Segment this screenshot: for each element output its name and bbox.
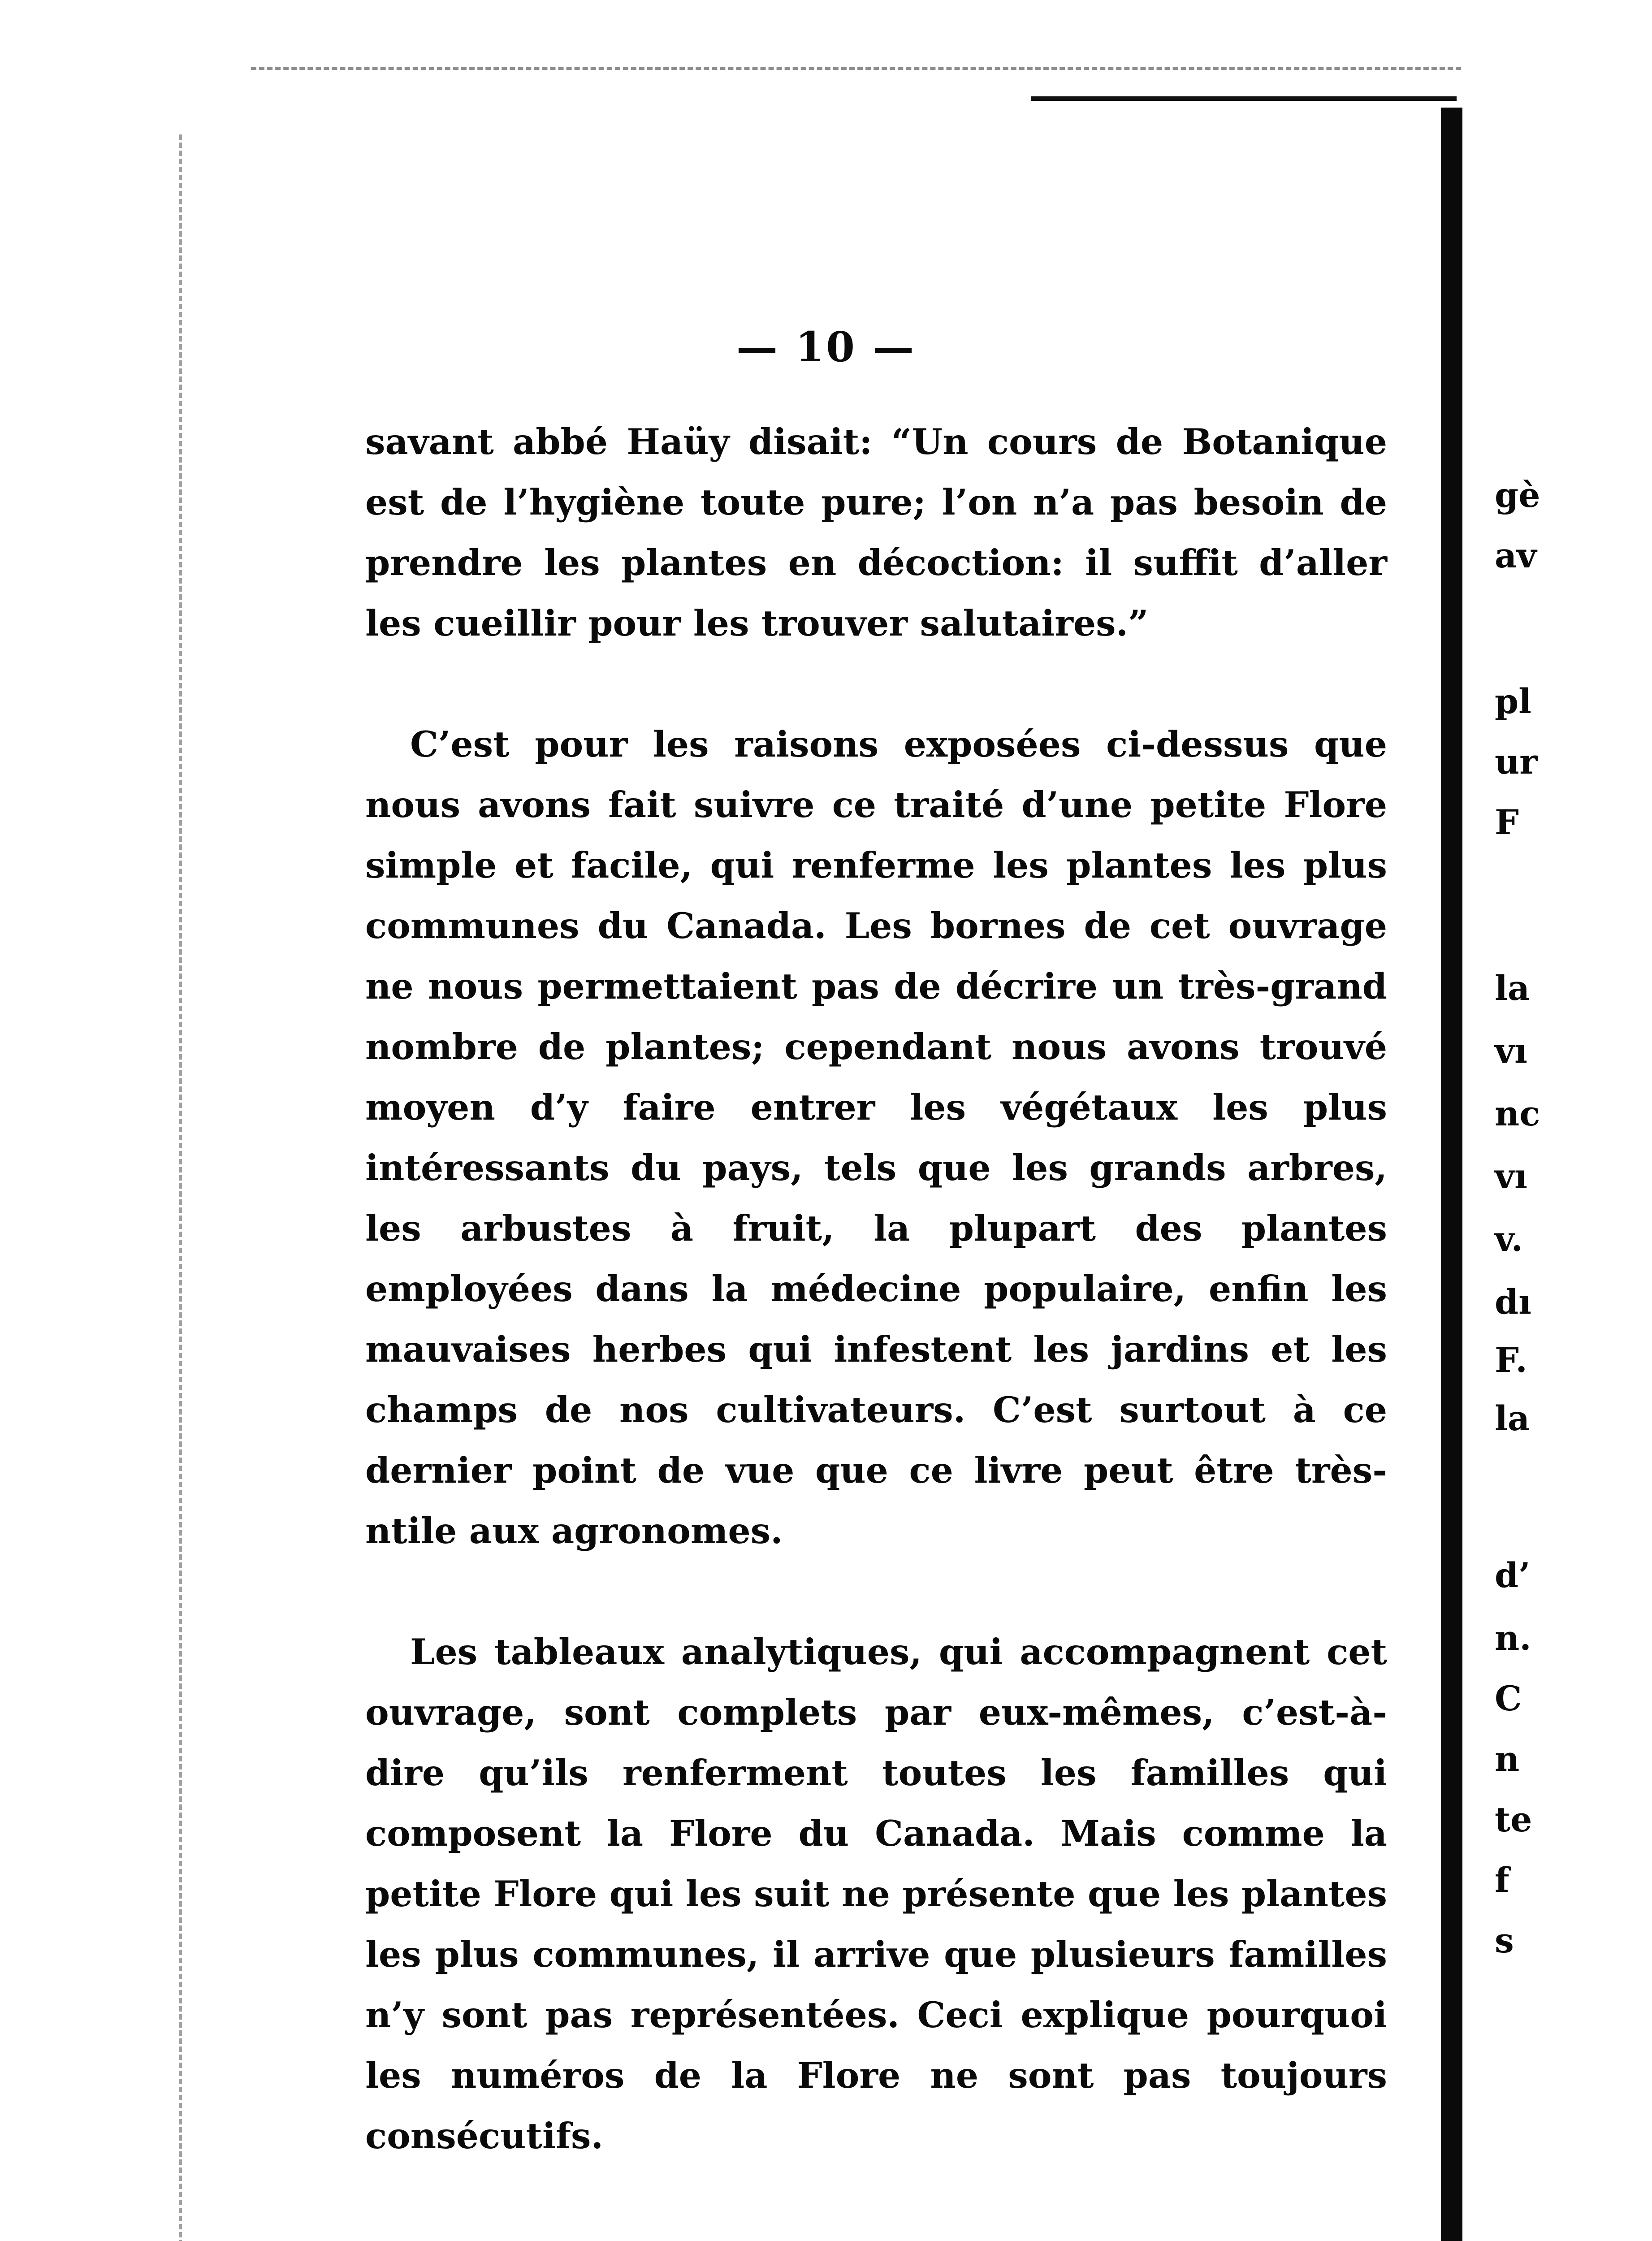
facing-fragment: F [1495,802,1519,842]
paragraph-3: Les tableaux analytiques, qui accompagnent cet ouvrage, sont complets par eux-mêmes, c’est-à-dire qu’ils renferment toutes les familles qui composent la Flore du Canada. Mais comme la petite Flore qui les suit ne présente que les plantes les plus communes, il arrive que plusieurs familles n’y sont pas représentées. Ceci explique pourquoi les numéros de la Flore ne sont pas toujours consécutifs. [365,1631,1387,2157]
facing-fragment: la [1495,968,1530,1008]
facing-fragment: n. [1495,1618,1531,1658]
scan-edge-left [179,134,188,2241]
facing-fragment: d’ [1495,1555,1531,1595]
facing-fragment: ur [1495,742,1538,782]
facing-fragment: vı [1495,1156,1528,1196]
scan-edge-top-mark [1031,96,1457,101]
scan-edge-top [251,67,1461,78]
facing-fragment: av [1495,536,1537,575]
facing-fragment: s [1495,1921,1514,1960]
facing-fragment: C [1495,1679,1522,1718]
facing-fragment: vı [1495,1031,1528,1071]
facing-fragment: gè [1495,475,1540,515]
facing-fragment: te [1495,1800,1532,1839]
facing-fragment: f [1495,1860,1509,1900]
page-number: — 10 — [736,323,916,371]
paragraph-2: C’est pour les raisons exposées ci-dessus que nous avons fait suivre ce traité d’une petite Flore simple et facile, qui renferme les plantes les plus communes du Canada. Les bornes de cet ouvrage ne nous permettaient pas de décrire un très-grand nombre de plantes; cependant nous avons trouvé moyen d’y faire entrer les végétaux les plus intéressants du pays, tels que les grands arbres, les arbustes à fruit, la plupart des plantes employées dans la médecine populaire, enfin les mauvaises herbes qui infestent les jardins et les champs de nos cultivateurs. C’est surtout à ce dernier point de vue que ce livre peut être très-ntile aux agronomes. [365,723,1387,1552]
facing-fragment: v. [1495,1219,1523,1259]
facing-fragment: pl [1495,681,1532,721]
facing-fragment: dı [1495,1282,1532,1322]
facing-fragment: la [1495,1398,1530,1438]
page-body [365,411,1387,2166]
facing-fragment: F. [1495,1340,1527,1380]
paragraph-1: savant abbé Haüy disait: “Un cours de Botanique est de l’hygiène toute pure; l’on n’a pas besoin de prendre les plantes en décoction: il suffit d’aller les cueillir pour les trouver salutaires.” [365,421,1387,644]
facing-fragment: n [1495,1739,1520,1779]
facing-fragment: nc [1495,1094,1540,1133]
facing-page-edge [1495,0,1652,2241]
book-spine-shadow [1441,108,1462,2241]
